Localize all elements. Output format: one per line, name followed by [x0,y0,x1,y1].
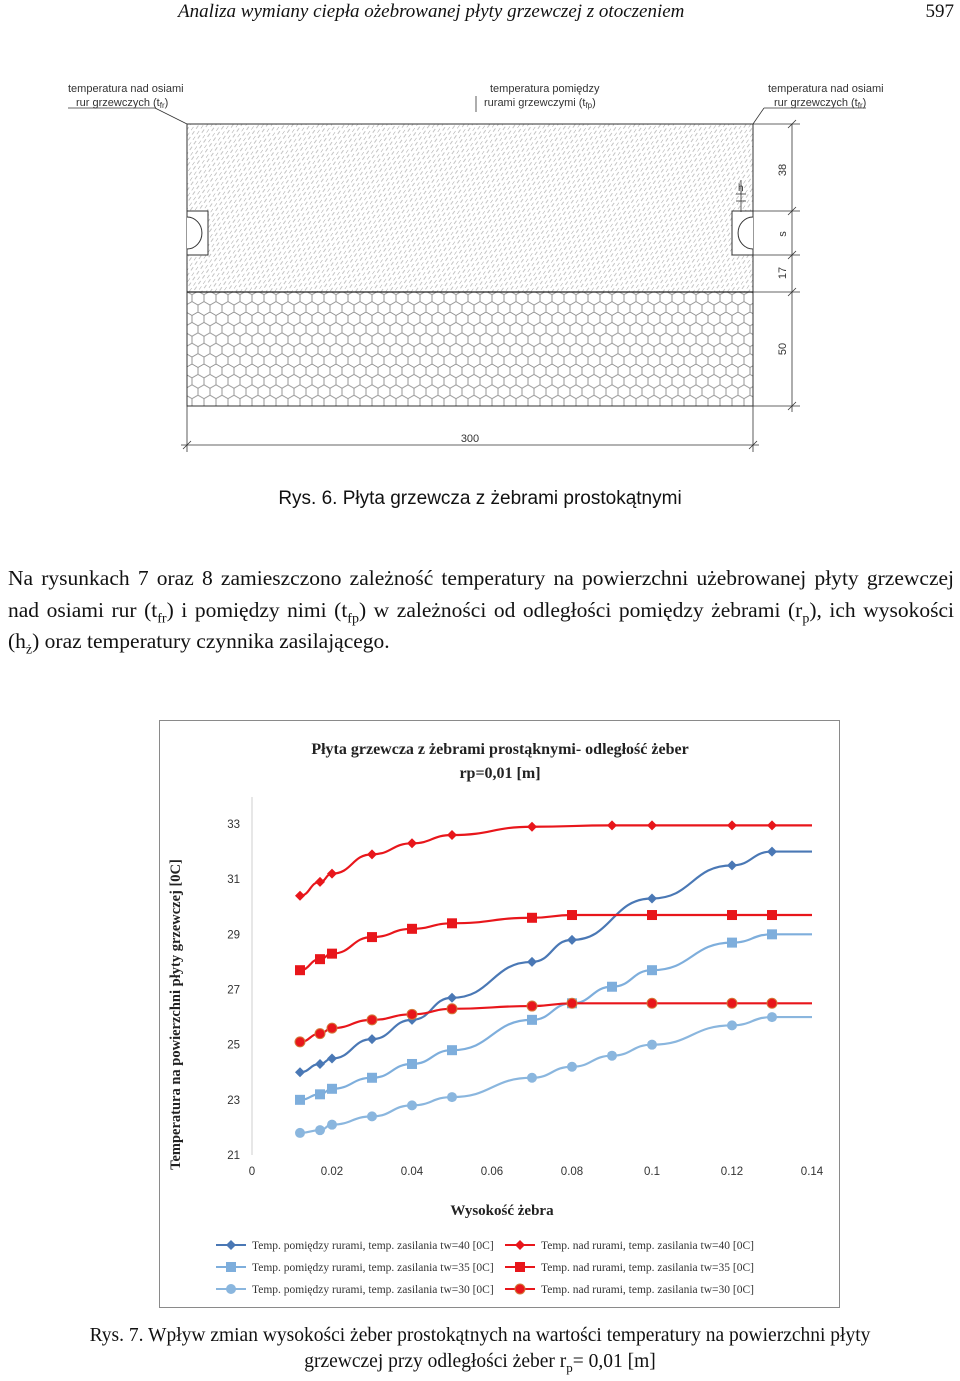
data-point [647,893,657,903]
data-point [407,838,417,848]
legend-marker [226,1262,236,1272]
screed-layer [187,124,753,292]
x-tick-label: 0.02 [320,1166,344,1178]
chart-title-line-1: Płyta grzewcza z żebrami prostąknymi- odległość żeber [311,741,689,758]
legend-entry: Temp. pomiędzy rurami, temp. zasilania tw=30 [0C] [252,1284,494,1296]
data-point [727,860,737,870]
y-tick-label: 27 [227,984,240,997]
label-left-line1: temperatura nad osiami [68,83,184,95]
legend-entry: Temp. pomiędzy rurami, temp. zasilania tw=35 [0C] [252,1262,494,1274]
data-point [407,924,417,934]
data-point [447,830,457,840]
data-point [767,820,777,830]
data-point [315,877,325,887]
chart-svg [160,721,841,1309]
chart-frame [159,720,840,1308]
dim-50: 50 [777,342,789,356]
figure-6-drawing [0,70,960,470]
data-point [315,954,325,964]
data-point [447,1004,457,1014]
legend-marker [515,1262,525,1272]
legend-entry: Temp. nad rurami, temp. zasilania tw=40 [0C] [541,1240,754,1252]
legend-marker [226,1284,236,1294]
data-point [295,1128,305,1138]
figure-6-caption: Rys. 6. Płyta grzewcza z żebrami prostokątnymi [278,488,682,509]
data-point [647,1040,657,1050]
data-point [367,1015,377,1025]
data-point [295,965,305,975]
data-point [295,1095,305,1105]
data-point [527,913,537,923]
y-axis-label: Temperatura na powierzchni płyty grzewczej [0C] [168,859,184,1170]
data-point [727,998,737,1008]
data-point [327,949,337,959]
data-point [315,1089,325,1099]
y-tick-label: 23 [227,1094,240,1107]
page-number: 597 [925,1,954,22]
label-left [68,83,187,124]
dim-38: 38 [777,163,789,177]
figure-7-caption-line1: Rys. 7. Wpływ zmian wysokości żeber prostokątnych na wartości temperatury na powierzchni płyty [89,1325,871,1346]
x-tick-label: 0.06 [480,1166,504,1178]
dim-right [753,120,800,412]
data-point [527,822,537,832]
data-point [527,1015,537,1025]
insulation-layer [187,292,753,406]
data-point [567,1062,577,1072]
x-tick-label: 0.08 [560,1166,584,1178]
data-point [367,932,377,942]
dim-300: 300 [460,433,480,445]
pipe-right [732,211,753,255]
data-point [727,1020,737,1030]
y-tick-label: 33 [227,819,240,831]
data-point [367,849,377,859]
data-point [407,1009,417,1019]
legend-entry: Temp. pomiędzy rurami, temp. zasilania tw=40 [0C] [252,1240,494,1252]
y-tick-label: 25 [227,1039,240,1052]
data-point [407,1059,417,1069]
chart-title-line-2: rp=0,01 [m] [459,765,541,782]
data-point [767,929,777,939]
dim-h-label: h [738,183,744,194]
y-tick-label: 29 [227,929,240,942]
data-point [567,998,577,1008]
data-point [295,1037,305,1047]
label-center [476,83,600,112]
running-title: Analiza wymiany ciepła ożebrowanej płyty grzewczej z otoczeniem [178,1,685,22]
data-point [447,1092,457,1102]
legend-entry: Temp. nad rurami, temp. zasilania tw=35 [0C] [541,1262,754,1274]
data-point [767,998,777,1008]
label-center-line2: rurami grzewczymi (tfp) [484,97,596,110]
data-point [567,910,577,920]
data-point [567,935,577,945]
body-text-5: ) oraz temperatury czynnika zasilającego. [32,629,390,653]
data-point [327,869,337,879]
data-point [367,1111,377,1121]
label-left-line2: rur grzewczych (tfr) [76,97,169,110]
data-point [447,1045,457,1055]
data-point [647,998,657,1008]
data-point [727,910,737,920]
body-text-3: ) w zależności od odległości pomiędzy żebrami (r [358,597,803,622]
data-point [367,1034,377,1044]
running-header [0,0,960,26]
data-point [295,891,305,901]
body-paragraph [8,563,954,658]
pipe-left [187,211,208,255]
data-point [767,847,777,857]
dim-s: s [777,231,789,237]
body-text-1: Na rysunkach 7 oraz 8 zamieszczono zależność temperatury na powierzchni użebrowanej płyty grzewczej nad osiami rur (t [8,566,954,622]
data-point [767,1012,777,1022]
legend-marker [515,1284,525,1294]
body-sub-z: ż [25,642,33,658]
legend-marker [226,1240,236,1250]
x-tick-label: 0.1 [644,1166,660,1178]
data-point [647,820,657,830]
data-point [315,1029,325,1039]
data-point [327,1084,337,1094]
data-point [327,1023,337,1033]
x-axis-label: Wysokość żebra [450,1203,554,1219]
dim-17: 17 [777,266,789,280]
data-point [327,1053,337,1063]
x-tick-label: 0.14 [800,1166,824,1178]
x-tick-label: 0 [248,1166,256,1178]
legend-marker [515,1240,525,1250]
label-right-line1: temperatura nad osiami [768,83,884,95]
x-tick-label: 0.12 [720,1166,744,1178]
label-right-line2: rur grzewczych (tfr) [774,97,867,110]
label-center-line1: temperatura pomiędzy [490,83,600,95]
data-point [767,910,777,920]
data-point [407,1100,417,1110]
data-point [367,1073,377,1083]
body-sub-p: p [802,610,810,626]
y-tick-label: 31 [227,874,240,887]
data-point [447,918,457,928]
data-point [647,965,657,975]
data-point [327,1120,337,1130]
data-point [727,820,737,830]
data-point [527,1001,537,1011]
data-point [315,1059,325,1069]
data-point [607,982,617,992]
figure-7-caption-line2: grzewczej przy odległości żeber $r_p= 0,01$ [m] [304,1351,656,1375]
body-text-2: ) i pomiędzy nimi (t [166,597,348,622]
body-text-4: ), ich wysokości (h [8,597,955,653]
body-sub-fp: fp [347,610,359,626]
x-tick-label: 0.04 [400,1166,424,1178]
legend-entry: Temp. nad rurami, temp. zasilania tw=30 [0C] [541,1284,754,1296]
label-right [753,83,884,124]
body-sub-fr: fr [157,610,167,626]
figure-7-caption [0,1323,960,1381]
dim-bottom [181,406,759,452]
data-point [315,1125,325,1135]
y-tick-label: 21 [227,1150,240,1162]
data-point [447,993,457,1003]
data-point [647,910,657,920]
data-point [607,820,617,830]
series-line-2 [300,825,812,895]
data-point [295,1067,305,1077]
data-point [527,1073,537,1083]
data-point [727,938,737,948]
data-point [607,1051,617,1061]
data-point [527,957,537,967]
